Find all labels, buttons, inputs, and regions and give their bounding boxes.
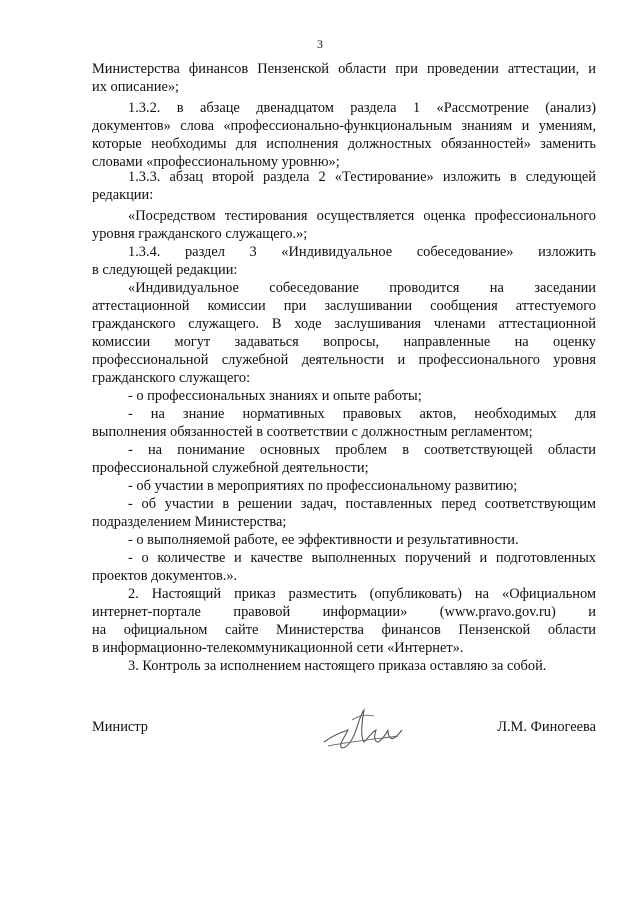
text-line: в следующей редакции: — [92, 262, 238, 278]
handwritten-signature — [318, 702, 406, 754]
text-line: подразделением Министерства; — [92, 514, 287, 530]
text-line: - об участии в решении задач, поставленных перед соответствующим — [128, 496, 596, 512]
text-line: 2. Настоящий приказ разместить (опубликовать) на «Официальном — [128, 586, 596, 602]
text-line: гражданского служащего. В ходе заслушивания членами аттестационной — [92, 316, 596, 332]
text-line: на официальном сайте Министерства финансов Пензенской области — [92, 622, 596, 638]
text-line: «Индивидуальное собеседование проводится на заседании — [128, 280, 596, 296]
text-line: проектов документов.». — [92, 568, 238, 584]
text-line: документов» слова «профессионально-функциональным знаниям и умениям, — [92, 118, 596, 134]
signatory-title: Министр — [92, 719, 148, 735]
text-line: комиссии могут задаваться вопросы, направленные на оценку — [92, 334, 596, 350]
text-line: аттестационной комиссии при заслушивании сообщения аттестуемого — [92, 298, 596, 314]
text-line: гражданского служащего: — [92, 370, 251, 386]
text-line: Министерства финансов Пензенской области при проведении аттестации, и — [92, 61, 596, 77]
text-line: 3. Контроль за исполнением настоящего приказа оставляю за собой. — [128, 658, 547, 674]
text-line: профессиональной служебной деятельности; — [92, 460, 369, 476]
page-number: 3 — [317, 37, 323, 51]
signatory-name: Л.М. Финогеева — [497, 719, 596, 735]
text-line: - о профессиональных знаниях и опыте работы; — [128, 388, 422, 404]
text-line: - на понимание основных проблем в соответствующей области — [128, 442, 596, 458]
text-line: «Посредством тестирования осуществляется оценка профессионального — [128, 208, 596, 224]
text-line: 1.3.4. раздел 3 «Индивидуальное собеседование» изложить — [128, 244, 596, 260]
text-line: профессиональной служебной деятельности и профессионального уровня — [92, 352, 596, 368]
text-line: - о количестве и качестве выполненных поручений и подготовленных — [128, 550, 596, 566]
text-line: - о выполняемой работе, ее эффективности и результативности. — [128, 532, 519, 548]
text-line: 1.3.3. абзац второй раздела 2 «Тестирование» изложить в следующей — [128, 169, 596, 185]
text-line: редакции: — [92, 187, 154, 203]
text-line: которые необходимы для исполнения должностных обязанностей» заменить — [92, 136, 596, 152]
text-line: уровня гражданского служащего.»; — [92, 226, 308, 242]
text-line: словами «профессиональному уровню»; — [92, 154, 340, 170]
text-line: в информационно-телекоммуникационной сети «Интернет». — [92, 640, 464, 656]
text-line: - об участии в мероприятиях по профессиональному развитию; — [128, 478, 518, 494]
text-line: их описание»; — [92, 79, 180, 95]
text-line: интернет-портале правовой информации» (www.pravo.gov.ru) и — [92, 604, 596, 620]
text-line: 1.3.2. в абзаце двенадцатом раздела 1 «Рассмотрение (анализ) — [128, 100, 596, 116]
text-line: - на знание нормативных правовых актов, необходимых для — [128, 406, 596, 422]
text-line: выполнения обязанностей в соответствии с должностным регламентом; — [92, 424, 533, 440]
